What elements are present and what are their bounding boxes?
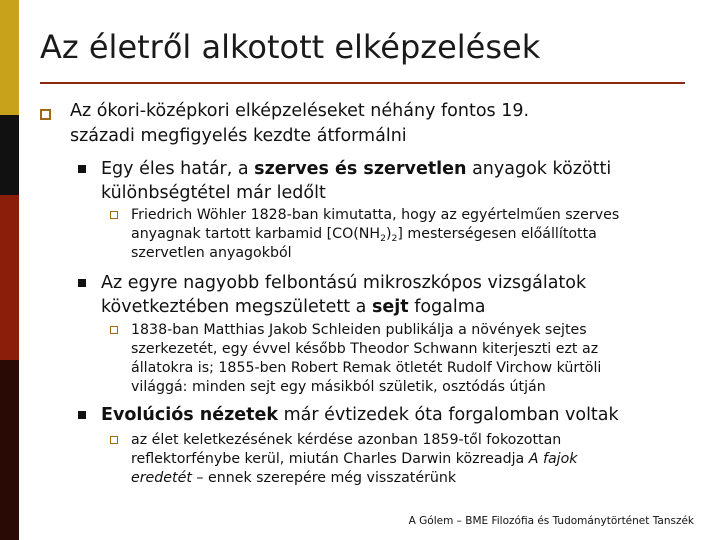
bullet-level3-darwin bbox=[131, 431, 703, 488]
bullet-level2-microscopy bbox=[101, 271, 701, 319]
sidebar-stripe-black bbox=[0, 115, 19, 195]
bold-text: sejt bbox=[371, 297, 409, 317]
text-run: ] mesterségesen előállította bbox=[397, 226, 597, 242]
bullet-level3-wohler bbox=[131, 206, 703, 263]
bullet-text-line: 1838-ban Matthias Jakob Schleiden publikálja a növények sejtes bbox=[131, 322, 587, 338]
bullet-text-line bbox=[101, 157, 701, 181]
text-run: anyagnak tartott karbamid [CO(NH bbox=[131, 226, 381, 242]
sidebar-stripe-red bbox=[0, 195, 19, 360]
bullet-text-line bbox=[101, 403, 701, 427]
text-run: reflektorfénybe kerül, miután Charles Darwin közreadja bbox=[131, 451, 529, 467]
filled-square-bullet-icon bbox=[78, 279, 86, 287]
subscript: 2 bbox=[380, 233, 386, 245]
bullet-text-line: világgá: minden sejt egy másikból születik, osztódás útján bbox=[131, 379, 546, 395]
hollow-square-bullet-icon bbox=[40, 109, 51, 120]
hollow-square-bullet-icon bbox=[110, 211, 118, 219]
subscript: 2 bbox=[391, 233, 398, 245]
bullet-text-line bbox=[131, 225, 703, 244]
slide-footer: A Gólem – BME Filozófia és Tudománytörténet Tanszék bbox=[408, 515, 694, 527]
bullet-text-line: szerkezetét, egy évvel később Theodor Schwann kiterjeszti ezt az bbox=[131, 341, 599, 357]
bullet-text-line: különbségtétel már ledőlt bbox=[101, 183, 326, 203]
bullet-level2-evolution bbox=[101, 403, 701, 427]
bullet-text-line: Az egyre nagyobb felbontású mikroszkópos vizsgálatok bbox=[101, 273, 587, 293]
bullet-text-line bbox=[131, 450, 703, 469]
bold-text: szerves és szervetlen bbox=[254, 159, 467, 179]
hollow-square-bullet-icon bbox=[110, 436, 118, 444]
bullet-text-line: Friedrich Wöhler 1828-ban kimutatta, hogy az egyértelműen szerves bbox=[131, 207, 620, 223]
bullet-text-line bbox=[131, 469, 703, 488]
bold-text: Evolúciós nézetek bbox=[101, 405, 278, 425]
title-underline bbox=[40, 82, 685, 84]
text-run: anyagok közötti bbox=[466, 159, 612, 179]
italic-text: eredetét bbox=[131, 470, 192, 486]
slide-title: Az életről alkotott elképzelések bbox=[40, 28, 541, 66]
text-run: következtében megszületett a bbox=[101, 297, 372, 317]
text-run: Egy éles határ, a bbox=[101, 159, 255, 179]
bullet-text-line bbox=[101, 295, 701, 319]
sidebar-stripe-dark bbox=[0, 360, 19, 540]
text-run: már évtizedek óta forgalomban voltak bbox=[278, 405, 619, 425]
text-run: – ennek szerepére még visszatérünk bbox=[191, 470, 457, 486]
filled-square-bullet-icon bbox=[78, 165, 86, 173]
bullet-text-line: századi megfigyelés kezdte átformálni bbox=[70, 126, 407, 146]
bullet-text-line: Az ókori-középkori elképzeléseket néhány fontos 19. bbox=[70, 101, 530, 121]
bullet-level3-cell-theory bbox=[131, 321, 703, 397]
hollow-square-bullet-icon bbox=[110, 326, 118, 334]
bullet-text-line: állatokra is; 1855-ben Robert Remak ötletét Rudolf Virchow kürtöli bbox=[131, 360, 602, 376]
bullet-text-line: az élet keletkezésének kérdése azonban 1859-től fokozottan bbox=[131, 432, 562, 448]
bullet-level1-observations bbox=[70, 99, 700, 149]
filled-square-bullet-icon bbox=[78, 411, 86, 419]
bullet-text-line: szervetlen anyagokból bbox=[131, 245, 292, 261]
text-run: fogalma bbox=[408, 297, 486, 317]
text-run: ) bbox=[385, 226, 392, 242]
sidebar-stripe-gold bbox=[0, 0, 19, 115]
bullet-level2-organic-inorganic bbox=[101, 157, 701, 205]
italic-text: A fajok bbox=[528, 451, 578, 467]
